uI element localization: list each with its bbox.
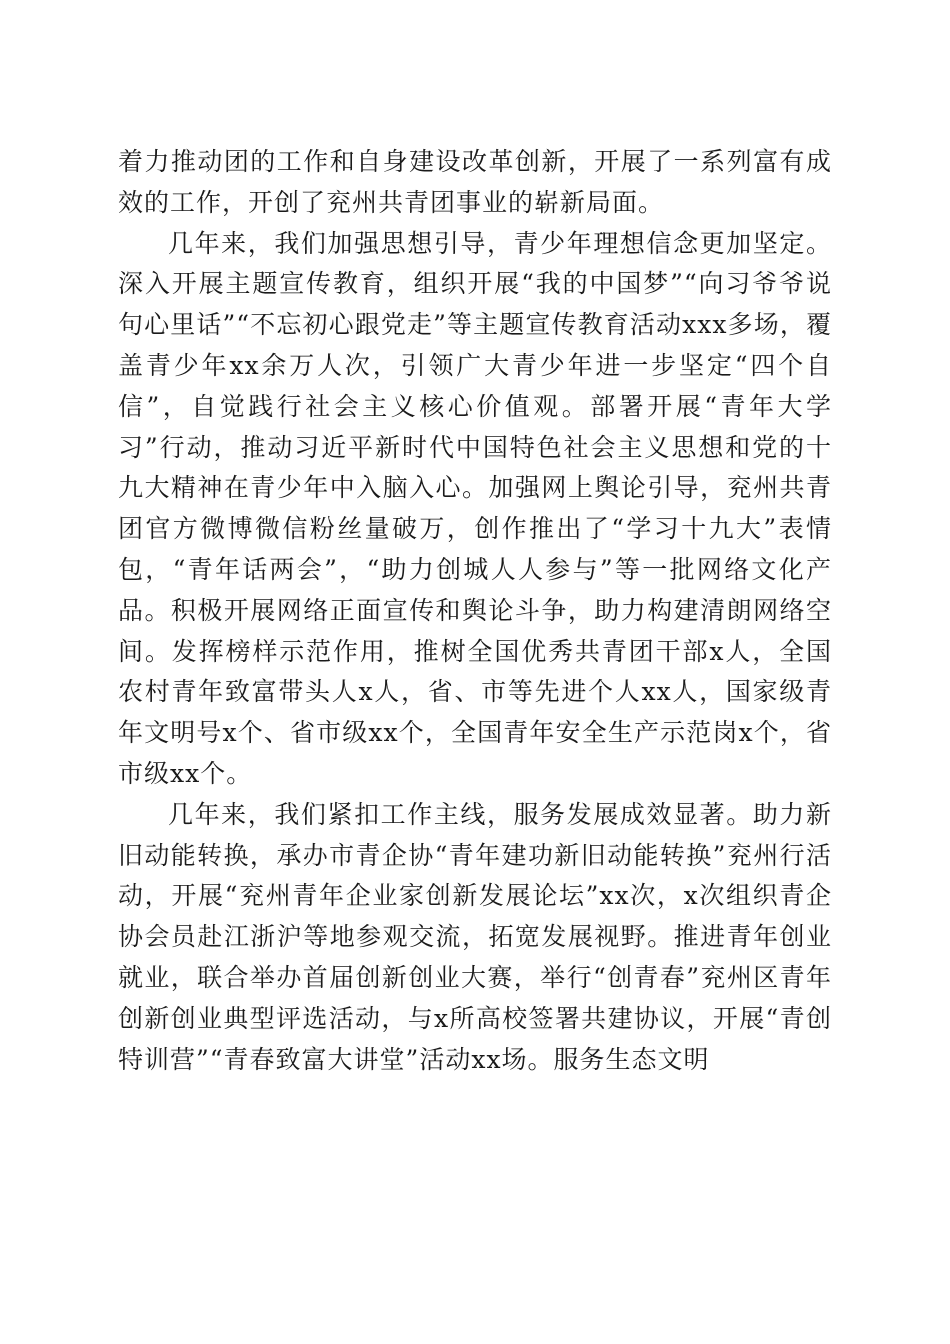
paragraph-1: 着力推动团的工作和自身建设改革创新，开展了一系列富有成效的工作，开创了兖州共青团事业的崭新局面。 — [118, 147, 832, 217]
document-body — [118, 142, 832, 1080]
paragraph-3: 几年来，我们紧扣工作主线，服务发展成效显著。助力新旧动能转换，承办市青企协“青年建功新旧动能转换”兖州行活动，开展“兖州青年企业家创新发展论坛”xx次，x次组织青企协会员赴江浙沪等地参观交流，拓宽发展视野。推进青年创业就业，联合举办首届创新创业大赛，举行“创青春”兖州区青年创新创业典型评选活动，与x所高校签署共建协议，开展“青创特训营”“青春致富大讲堂”活动xx场。服务生态文明 — [118, 799, 832, 1074]
paragraph-2: 几年来，我们加强思想引导，青少年理想信念更加坚定。深入开展主题宣传教育，组织开展“我的中国梦”“向习爷爷说句心里话”“不忘初心跟党走”等主题宣传教育活动xxx多场，覆盖青少年xx余万人次，引领广大青少年进一步坚定“四个自信”，自觉践行社会主义核心价值观。部署开展“青年大学习”行动，推动习近平新时代中国特色社会主义思想和党的十九大精神在青少年中入脑入心。加强网上舆论引导，兖州共青团官方微博微信粉丝量破万，创作推出了“学习十九大”表情包，“青年话两会”，“助力创城人人参与”等一批网络文化产品。积极开展网络正面宣传和舆论斗争，助力构建清朗网络空间。发挥榜样示范作用，推树全国优秀共青团干部x人，全国农村青年致富带头人x人，省、市等先进个人xx人，国家级青年文明号x个、省市级xx个，全国青年安全生产示范岗x个，省市级xx个。 — [118, 228, 832, 788]
